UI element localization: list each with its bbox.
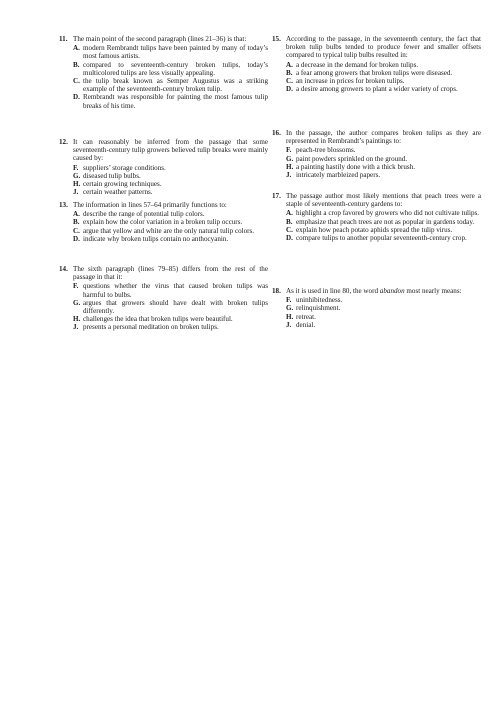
option-letter: B. [286,68,293,77]
stem-text-before: As it is used in line 80, the word [286,287,380,295]
option-letter: B. [286,217,293,226]
option-letter: G. [73,298,81,307]
option-letter: F. [286,146,292,155]
option-letter: D. [73,93,80,102]
answer-option-b[interactable] [73,61,268,77]
option-letter: J. [286,320,292,329]
option-letter: H. [286,312,294,321]
question-16 [272,129,481,179]
answer-option-h[interactable] [73,180,268,188]
option-text: argue that yellow and white are the only natural tulip colors. [83,226,255,235]
question-17 [272,192,481,242]
answer-option-d[interactable] [286,85,481,93]
option-text: retreat. [296,312,316,321]
question-number: 17. [272,192,281,200]
answer-options [73,282,268,331]
option-letter: H. [73,180,81,189]
answer-option-g[interactable] [286,155,481,163]
answer-option-b[interactable] [286,69,481,77]
answer-option-a[interactable] [73,44,268,60]
answer-option-d[interactable] [286,234,481,242]
answer-option-b[interactable] [73,218,268,226]
option-letter: F. [73,163,79,172]
option-text: the tulip break known as Semper Augustus was a striking example of the seventeenth-century broken tulip. [83,77,268,94]
answer-option-j[interactable] [286,321,481,329]
option-letter: C. [73,77,80,86]
option-letter: F. [286,296,292,305]
answer-options [286,209,481,242]
option-text: a decrease in the demand for broken tulips. [296,60,419,69]
option-text: a desire among growers to plant a wider variety of crops. [296,85,458,94]
option-text: compare tulips to another popular seventeenth-century crop. [296,234,467,243]
answer-options [286,61,481,94]
option-text: modern Rembrandt tulips have been painted by many of today’s most famous artists. [83,44,268,61]
answer-option-a[interactable] [286,209,481,217]
answer-option-j[interactable] [73,188,268,196]
question-13 [59,201,268,243]
option-text: diseased tulip bulbs. [83,171,141,180]
option-text: a fear among growers that broken tulips were diseased. [296,68,453,77]
question-12 [59,138,268,196]
option-text: emphasize that peach trees are not as popular in gardens today. [296,217,475,226]
question-18 [272,287,481,329]
option-letter: C. [286,77,293,86]
answer-option-f[interactable] [286,146,481,154]
answer-option-g[interactable] [73,299,268,315]
answer-option-h[interactable] [286,313,481,321]
answer-option-j[interactable] [73,323,268,331]
option-letter: G. [286,154,294,163]
option-letter: B. [73,60,80,69]
option-letter: G. [286,304,294,313]
answer-option-c[interactable] [286,77,481,85]
question-stem: The main point of the second paragraph (lines 21–36) is that: [73,35,247,43]
question-number: 16. [272,129,281,137]
option-text: paint powders sprinkled on the ground. [296,154,408,163]
option-text: challenges the idea that broken tulips were beautiful. [83,315,233,324]
option-text: suppliers’ storage conditions. [83,163,166,172]
option-text: explain how peach potato aphids spread the tulip virus. [296,225,453,234]
question-stem: According to the passage, in the seventeenth century, the fact that broken tulip bulbs tended to produce fewer and smaller offsets compared to typical tulip bulbs resulted in: [286,35,481,60]
option-text: explain how the color variation in a broken tulip occurs. [83,218,243,227]
option-text: denial. [296,320,316,329]
question-number: 15. [272,35,281,43]
answer-options [73,164,268,197]
option-text: Rembrandt was responsible for painting the most famous tulip breaks of his time. [83,93,268,110]
answer-options [73,210,268,243]
answer-option-g[interactable] [73,172,268,180]
option-text: relinquishment. [296,304,341,313]
question-stem [286,287,481,295]
answer-option-j[interactable] [286,171,481,179]
option-letter: A. [73,44,80,53]
answer-option-h[interactable] [286,163,481,171]
option-text: a painting hastily done with a thick brush. [296,162,415,171]
option-letter: J. [73,188,79,197]
option-text: presents a personal meditation on broken tulips. [83,323,219,332]
answer-option-f[interactable] [73,164,268,172]
answer-options [286,296,481,329]
option-letter: B. [73,218,80,227]
question-number: 18. [272,287,281,295]
option-letter: D. [286,85,293,94]
question-number: 11. [59,35,68,43]
answer-option-a[interactable] [286,61,481,69]
question-number: 12. [59,138,68,146]
answer-option-f[interactable] [286,296,481,304]
option-letter: J. [286,171,292,180]
answer-option-a[interactable] [73,210,268,218]
option-letter: A. [286,60,293,69]
option-letter: D. [286,234,293,243]
question-number: 14. [59,265,68,273]
question-15 [272,35,481,93]
option-letter: H. [73,315,81,324]
answer-option-b[interactable] [286,218,481,226]
option-letter: A. [286,209,293,218]
option-text: questions whether the virus that caused broken tulips was harmful to bulbs. [83,282,268,299]
question-stem: In the passage, the author compares broken tulips as they are represented in Rembrandt’s paintings to: [286,129,481,146]
option-text: an increase in prices for broken tulips. [296,77,405,86]
stem-key-word: abandon [379,287,405,295]
option-letter: G. [73,171,81,180]
answer-option-c[interactable] [73,77,268,93]
question-stem: It can reasonably be inferred from the passage that some seventeenth-century tulip growers believed tulip breaks were mainly caused by: [73,138,268,163]
answer-option-d[interactable] [73,235,268,243]
answer-option-d[interactable] [73,93,268,109]
answer-options [73,44,268,110]
answer-option-c[interactable] [73,227,268,235]
question-stem: The passage author most likely mentions that peach trees were a staple of seventeenth-century gardens to: [286,192,481,209]
answer-options [286,146,481,179]
answer-option-c[interactable] [286,226,481,234]
option-letter: A. [73,210,80,219]
answer-option-g[interactable] [286,304,481,312]
stem-text-after: most nearly means: [404,287,462,295]
option-text: highlight a crop favored by growers who did not cultivate tulips. [296,209,480,218]
option-text: describe the range of potential tulip colors. [83,210,205,219]
option-text: uninhibitedness. [296,296,343,305]
question-number: 13. [59,201,68,209]
option-letter: C. [286,225,293,234]
option-text: certain growing techniques. [83,180,162,189]
option-text: intricately marbleized papers. [296,171,381,180]
option-text: argues that growers should have dealt with broken tulips differently. [83,298,268,316]
option-text: indicate why broken tulips contain no anthocyanin. [83,234,229,243]
option-text: peach-tree blossoms. [296,146,356,155]
option-letter: D. [73,234,80,243]
option-letter: F. [73,282,79,291]
option-letter: H. [286,162,294,171]
question-stem: The sixth paragraph (lines 79–85) differs from the rest of the passage in that it: [73,265,268,282]
question-stem: The information in lines 57–64 primarily functions to: [73,201,227,209]
option-text: compared to seventeenth-century broken tulips, today’s multicolored tulips are less visually appealing. [83,60,268,77]
option-letter: J. [73,323,79,332]
option-text: certain weather patterns. [83,188,153,197]
option-letter: C. [73,226,80,235]
answer-option-f[interactable] [73,282,268,298]
answer-option-h[interactable] [73,315,268,323]
question-11 [59,35,268,110]
question-14 [59,265,268,332]
